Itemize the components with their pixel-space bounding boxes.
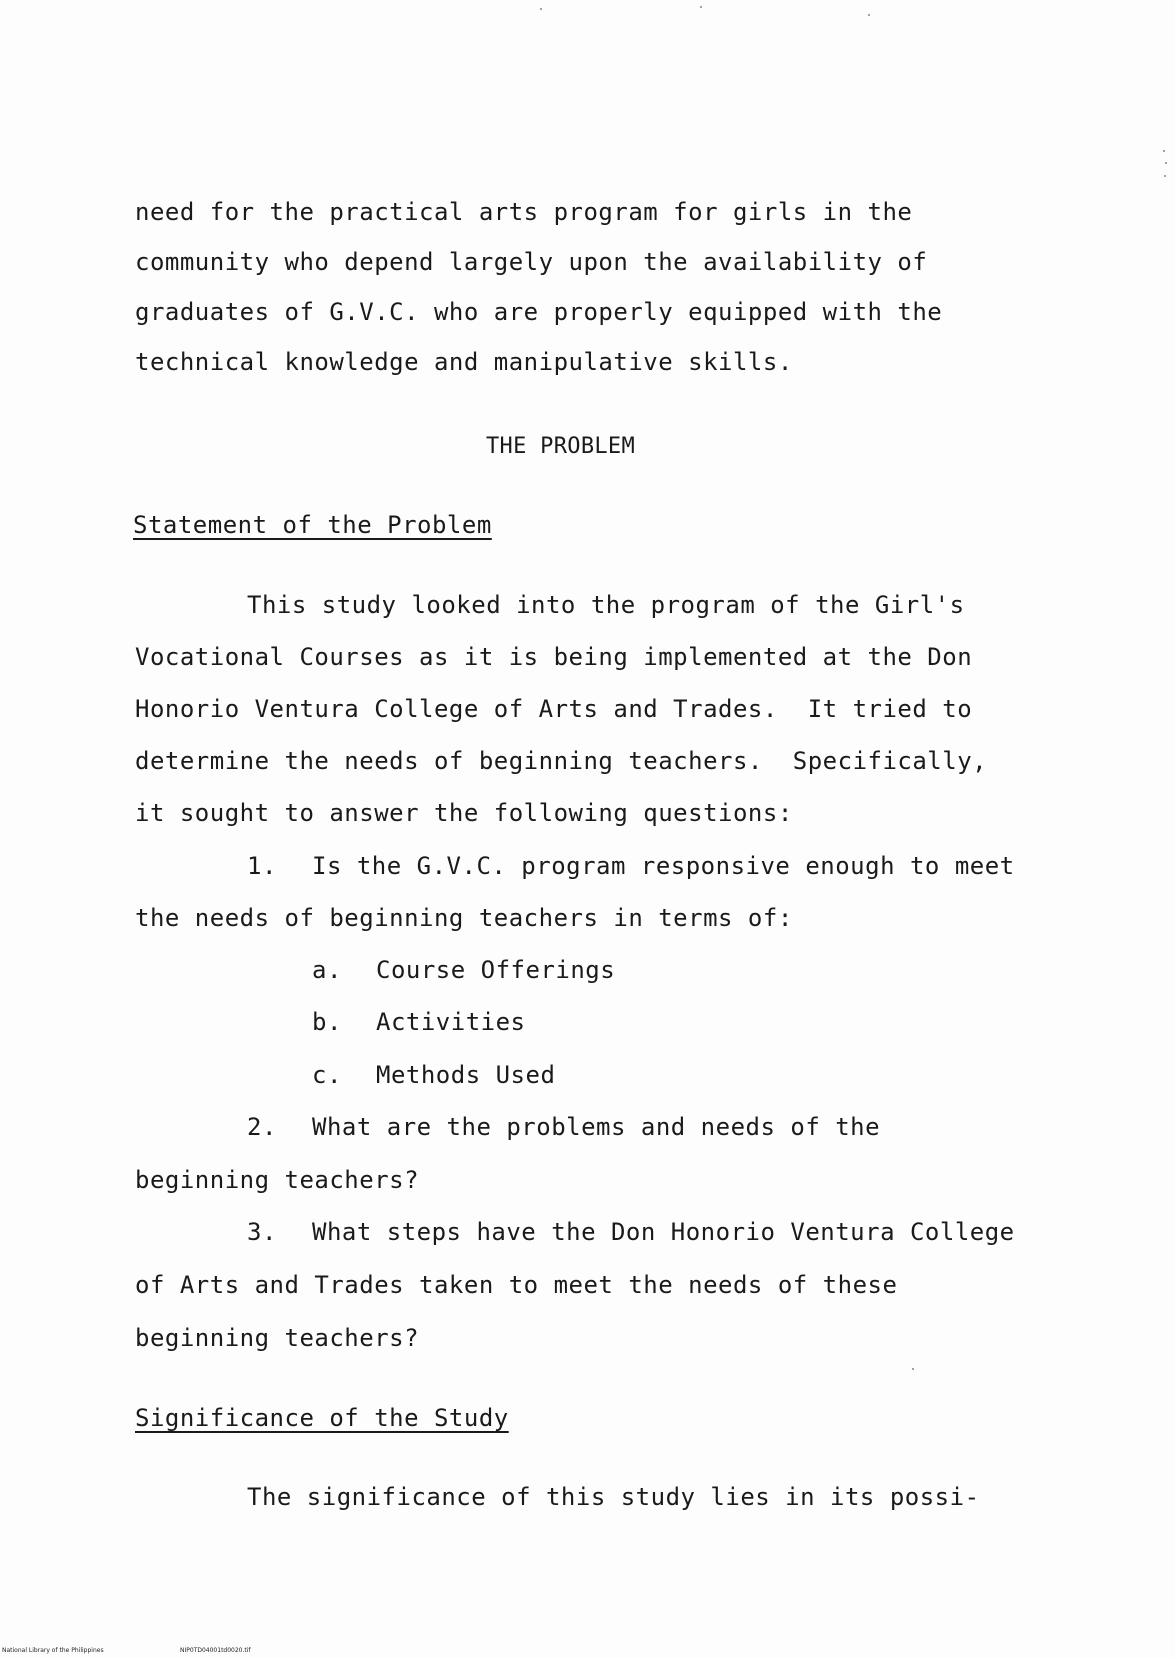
section-heading: THE PROBLEM	[486, 434, 635, 459]
intro-line-2: community who depend largely upon the availability of	[135, 248, 928, 276]
question-1-number: 1.	[247, 852, 277, 880]
scan-speck	[1165, 162, 1167, 164]
scan-speck	[540, 8, 542, 10]
statement-line-4: determine the needs of beginning teachers. Specifically,	[135, 747, 988, 775]
intro-line-4: technical knowledge and manipulative skills.	[135, 348, 793, 376]
scan-speck	[700, 6, 702, 8]
subitem-c-text: Methods Used	[376, 1061, 556, 1089]
subitem-a-letter: a.	[312, 956, 342, 984]
subitem-a-text: Course Offerings	[376, 956, 616, 984]
statement-line-5: it sought to answer the following questions:	[135, 799, 793, 827]
statement-line-1: This study looked into the program of the Girl's	[247, 591, 965, 619]
scan-speck	[868, 14, 870, 16]
scan-speck	[1164, 175, 1166, 177]
intro-line-3: graduates of G.V.C. who are properly equipped with the	[135, 298, 943, 326]
question-1-line-2: the needs of beginning teachers in terms of:	[135, 904, 793, 932]
subitem-b-letter: b.	[312, 1008, 342, 1036]
question-3-line-2: of Arts and Trades taken to meet the needs of these	[135, 1271, 898, 1299]
intro-line-1: need for the practical arts program for girls in the	[135, 198, 913, 226]
significance-line-1: The significance of this study lies in its possi-	[247, 1483, 980, 1511]
question-2-line-1: What are the problems and needs of the	[312, 1113, 881, 1141]
statement-title: Statement of the Problem	[133, 511, 492, 539]
question-2-number: 2.	[247, 1113, 277, 1141]
question-2-line-2: beginning teachers?	[135, 1166, 420, 1194]
statement-line-3: Honorio Ventura College of Arts and Trades. It tried to	[135, 695, 973, 723]
question-3-line-3: beginning teachers?	[135, 1324, 420, 1352]
subitem-c-letter: c.	[312, 1061, 342, 1089]
footer-file-id: NIP0TD04001td0020.tif	[180, 1647, 251, 1654]
scan-speck	[1163, 150, 1165, 152]
footer-library-name: National Library of the Philippines	[2, 1647, 104, 1654]
question-3-number: 3.	[247, 1218, 277, 1246]
significance-title: Significance of the Study	[135, 1404, 509, 1432]
scan-speck	[912, 1368, 914, 1370]
question-1-line-1: Is the G.V.C. program responsive enough to meet	[312, 852, 1015, 880]
statement-line-2: Vocational Courses as it is being implemented at the Don	[135, 643, 973, 671]
question-3-line-1: What steps have the Don Honorio Ventura College	[312, 1218, 1015, 1246]
subitem-b-text: Activities	[376, 1008, 526, 1036]
